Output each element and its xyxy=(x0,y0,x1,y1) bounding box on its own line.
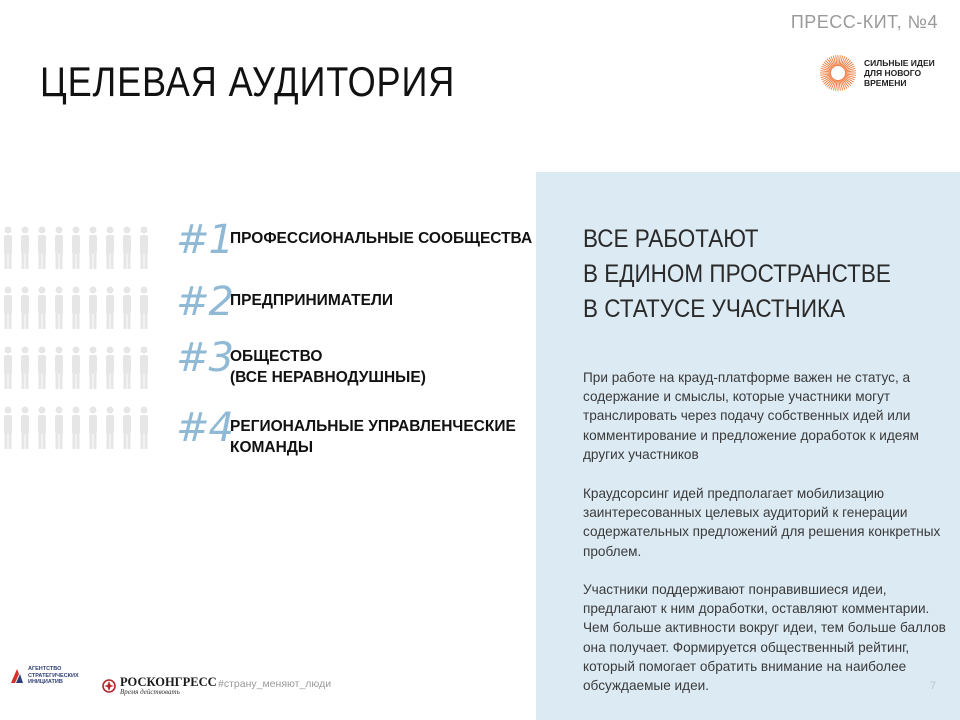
audience-number: #2 xyxy=(176,279,233,325)
person-icon xyxy=(21,407,29,450)
person-icon xyxy=(106,227,114,270)
person-icon xyxy=(21,227,29,270)
roscongress-logo-icon xyxy=(102,679,116,693)
person-icon xyxy=(140,287,148,330)
person-icon xyxy=(140,407,148,450)
strong-ideas-logo xyxy=(818,48,948,98)
audience-label-line: ПРЕДПРИНИМАТЕЛИ xyxy=(230,292,393,309)
person-icon xyxy=(106,287,114,330)
hashtag: #страну_меняют_люди xyxy=(218,678,332,690)
person-icon xyxy=(4,347,12,390)
roscongress-name: РОСКОНГРЕСС xyxy=(120,675,217,689)
person-icon xyxy=(140,227,148,270)
audience-label xyxy=(230,340,426,388)
audience-label-line: (ВСЕ НЕРАВНОДУШНЫЕ) xyxy=(230,369,426,386)
person-icon xyxy=(89,407,97,450)
person-icon xyxy=(89,347,97,390)
person-icon xyxy=(140,347,148,390)
panel-heading xyxy=(583,222,943,327)
person-icon xyxy=(38,407,46,450)
audience-label-line: КОМАНДЫ xyxy=(230,439,314,456)
press-kit-label: ПРЕСС-КИТ, №4 xyxy=(790,12,938,32)
audience-label-line: ОБЩЕСТВО xyxy=(230,348,323,365)
audience-number: #4 xyxy=(176,405,233,451)
audience-item xyxy=(176,405,516,458)
person-icon xyxy=(21,347,29,390)
person-icon xyxy=(72,407,80,450)
logo-line: ВРЕМЕНИ xyxy=(864,78,907,88)
person-icon xyxy=(4,227,12,270)
panel-heading-line: В СТАТУСЕ УЧАСТНИКА xyxy=(583,295,846,323)
panel-heading-line: ВСЕ РАБОТАЮТ xyxy=(583,225,759,253)
logo-line: СИЛЬНЫЕ ИДЕИ xyxy=(864,58,935,68)
audience-label xyxy=(230,284,393,311)
audience-item xyxy=(176,335,426,388)
audience-number: #3 xyxy=(176,335,233,381)
sunburst-logo-icon xyxy=(818,53,858,93)
person-icon xyxy=(123,347,131,390)
person-icon xyxy=(123,287,131,330)
person-icon xyxy=(38,287,46,330)
panel-paragraph: Краудсорсинг идей предполагает мобилизацию заинтересованных целевых аудиторий к генерации содержательных предложений для решения конкретных проблем. xyxy=(583,486,941,559)
person-icon xyxy=(106,347,114,390)
audience-item xyxy=(176,217,533,263)
person-icon xyxy=(72,347,80,390)
acsi-logo-icon xyxy=(10,667,24,685)
audience-label-line: РЕГИОНАЛЬНЫЕ УПРАВЛЕНЧЕСКИЕ xyxy=(230,418,516,435)
acsi-line: АГЕНТСТВО xyxy=(28,666,62,672)
logo-line: ДЛЯ НОВОГО xyxy=(864,68,922,78)
person-icon xyxy=(55,287,63,330)
panel-paragraph: При работе на крауд-платформе важен не статус, а содержание и смыслы, которые участники могут транслировать через подачу собственных идей или комментирование и предложение доработок к идеям других участников xyxy=(583,370,920,462)
person-icon xyxy=(89,287,97,330)
person-icon xyxy=(55,347,63,390)
person-icon xyxy=(72,227,80,270)
person-icon xyxy=(38,227,46,270)
person-icon xyxy=(21,287,29,330)
roscongress-logo xyxy=(102,676,217,696)
person-icon xyxy=(89,227,97,270)
panel-heading-line: В ЕДИНОМ ПРОСТРАНСТВЕ xyxy=(583,260,891,288)
person-icon xyxy=(4,287,12,330)
logo-text xyxy=(864,58,935,88)
person-icon xyxy=(4,407,12,450)
audience-label xyxy=(230,410,516,458)
person-icon xyxy=(55,227,63,270)
person-icon xyxy=(55,407,63,450)
roscongress-tagline: Время действовать xyxy=(120,688,180,696)
person-icon xyxy=(106,407,114,450)
person-icon xyxy=(123,407,131,450)
person-icon xyxy=(123,227,131,270)
acsi-line: СТРАТЕГИЧЕСКИХ xyxy=(28,672,79,679)
page-number: 7 xyxy=(930,680,937,692)
audience-item xyxy=(176,279,393,325)
people-crowd-graphic xyxy=(0,222,150,462)
acsi-line: ИНИЦИАТИВ xyxy=(28,679,63,685)
person-icon xyxy=(72,287,80,330)
audience-label-line: ПРОФЕССИОНАЛЬНЫЕ СООБЩЕСТВА xyxy=(230,230,533,247)
audience-number: #1 xyxy=(176,217,233,263)
audience-label xyxy=(230,222,532,249)
person-icon xyxy=(38,347,46,390)
panel-paragraph: Участники поддерживают понравившиеся идеи, предлагают к ним доработки, оставляют комментарии. Чем больше активности вокруг идеи, тем больше баллов она получает. Формируется общественный рейтинг, который помогает обратить внимание на наиболее обсуждаемые идеи. xyxy=(583,582,946,694)
page-title: ЦЕЛЕВАЯ АУДИТОРИЯ xyxy=(40,58,456,105)
acsi-logo xyxy=(10,666,79,686)
